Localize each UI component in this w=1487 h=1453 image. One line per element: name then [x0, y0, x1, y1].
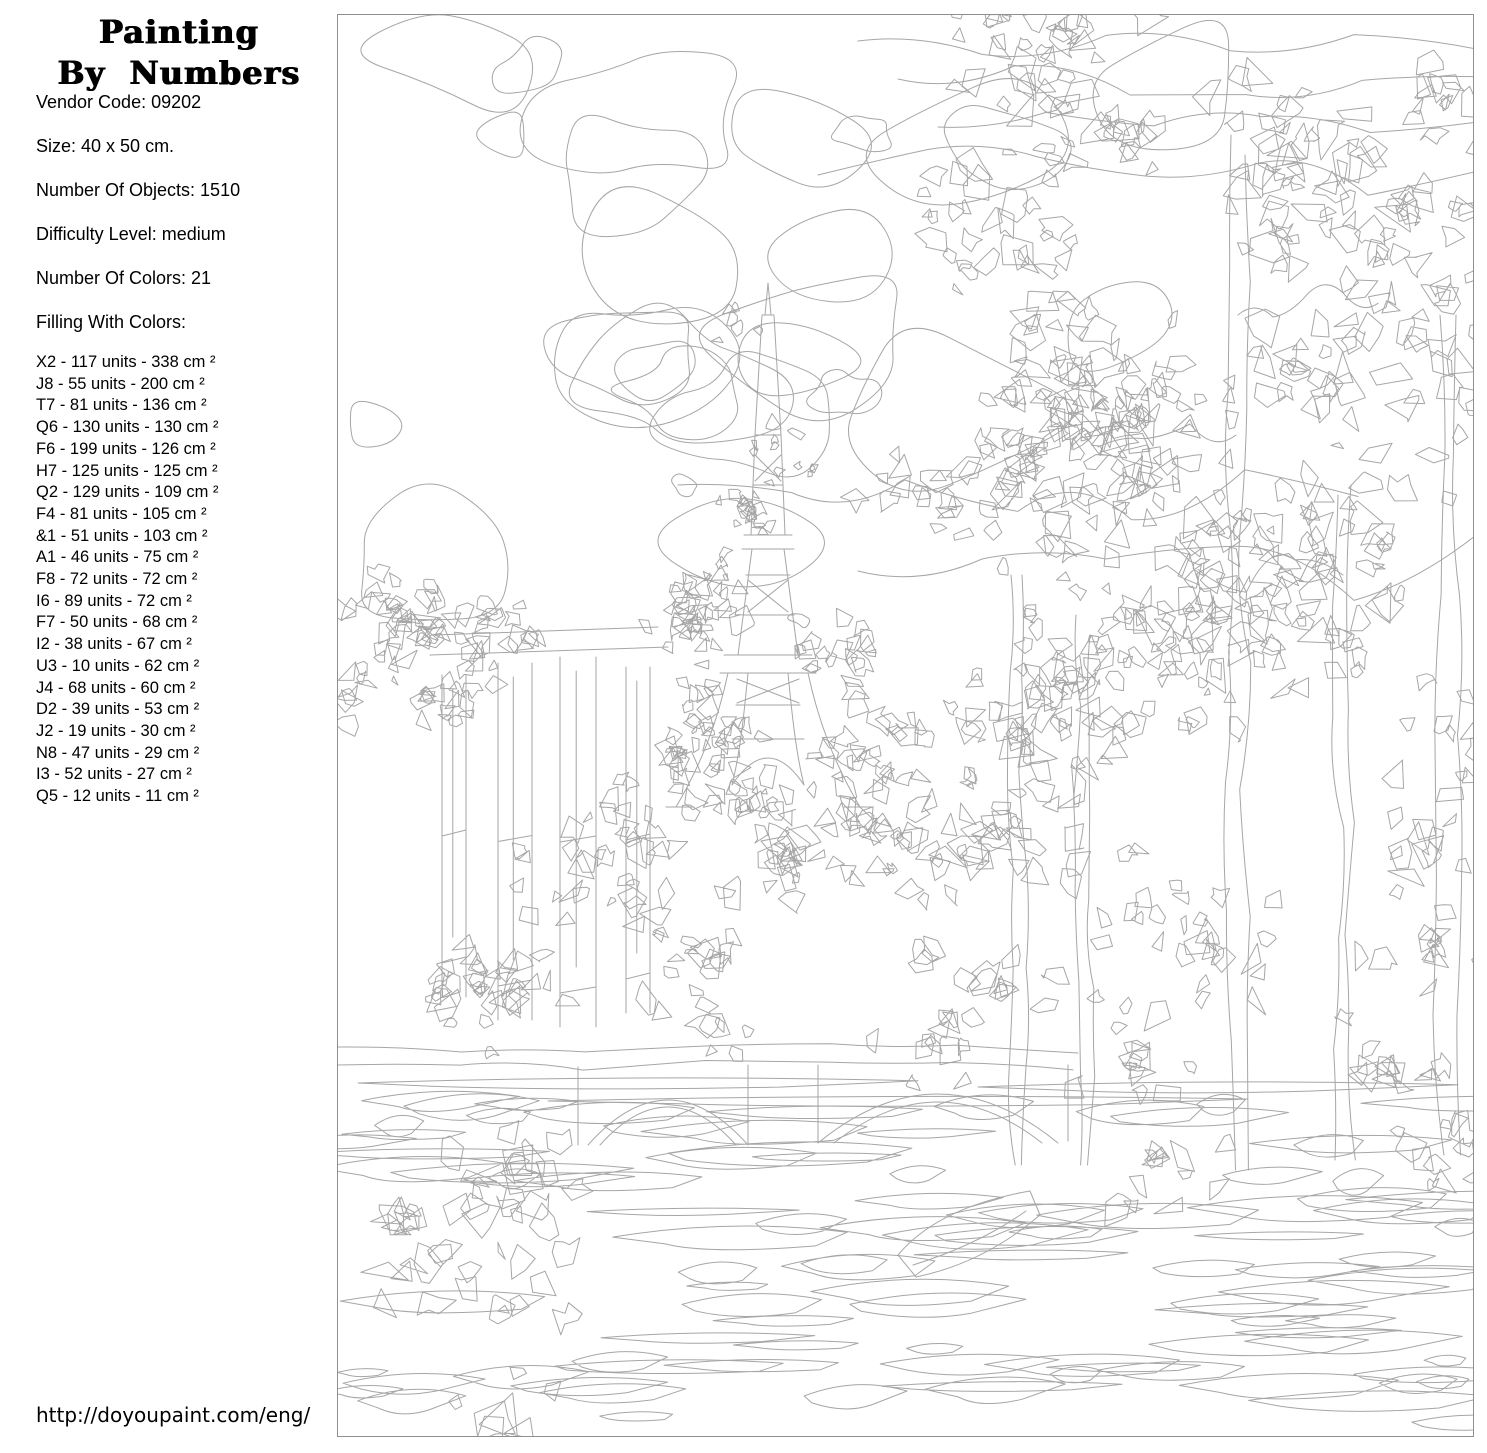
vendor-code-line: Vendor Code: 09202 — [36, 92, 202, 112]
painting-canvas — [337, 14, 1474, 1437]
painting-outline-svg — [338, 15, 1473, 1436]
color-usage-item: &1 - 51 units - 103 cm ² — [36, 526, 208, 545]
title-line-2: By Numbers — [57, 54, 301, 92]
colors-count-line: Number Of Colors: 21 — [36, 268, 212, 288]
color-usage-item: Q6 - 130 units - 130 cm ² — [36, 418, 219, 437]
color-usage-item: U3 - 10 units - 62 cm ² — [36, 656, 200, 675]
kit-info — [36, 80, 240, 344]
color-usage-item: Q5 - 12 units - 11 cm ² — [36, 787, 199, 806]
color-usage-item: F7 - 50 units - 68 cm ² — [36, 613, 198, 632]
size-line: Size: 40 x 50 cm. — [36, 136, 175, 156]
site-url[interactable]: http://doyoupaint.com/eng/ — [36, 1403, 311, 1427]
color-usage-item: J4 - 68 units - 60 cm ² — [36, 678, 196, 697]
color-usage-item: J8 - 55 units - 200 cm ² — [36, 374, 205, 393]
filling-label: Filling With Colors: — [36, 312, 187, 332]
color-usage-item: A1 - 46 units - 75 cm ² — [36, 548, 199, 567]
color-usage-item: Q2 - 129 units - 109 cm ² — [36, 483, 219, 502]
color-usage-item: D2 - 39 units - 53 cm ² — [36, 700, 200, 719]
objects-count-line: Number Of Objects: 1510 — [36, 180, 241, 200]
color-usage-item: J2 - 19 units - 30 cm ² — [36, 721, 196, 740]
difficulty-line: Difficulty Level: medium — [36, 224, 226, 244]
color-usage-item: N8 - 47 units - 29 cm ² — [36, 743, 200, 762]
color-usage-item: F6 - 199 units - 126 cm ² — [36, 439, 216, 458]
color-usage-item: F8 - 72 units - 72 cm ² — [36, 570, 198, 589]
title-line-1: Painting — [99, 13, 259, 51]
color-usage-item: I6 - 89 units - 72 cm ² — [36, 591, 192, 610]
colors-usage-list — [36, 352, 219, 808]
color-usage-item: I2 - 38 units - 67 cm ² — [36, 635, 192, 654]
color-usage-item: F4 - 81 units - 105 cm ² — [36, 504, 207, 523]
info-panel — [0, 0, 337, 1453]
color-usage-item: X2 - 117 units - 338 cm ² — [36, 353, 216, 371]
color-usage-item: H7 - 125 units - 125 cm ² — [36, 461, 218, 480]
color-usage-item: T7 - 81 units - 136 cm ² — [36, 396, 207, 415]
color-usage-item: I3 - 52 units - 27 cm ² — [36, 765, 192, 784]
